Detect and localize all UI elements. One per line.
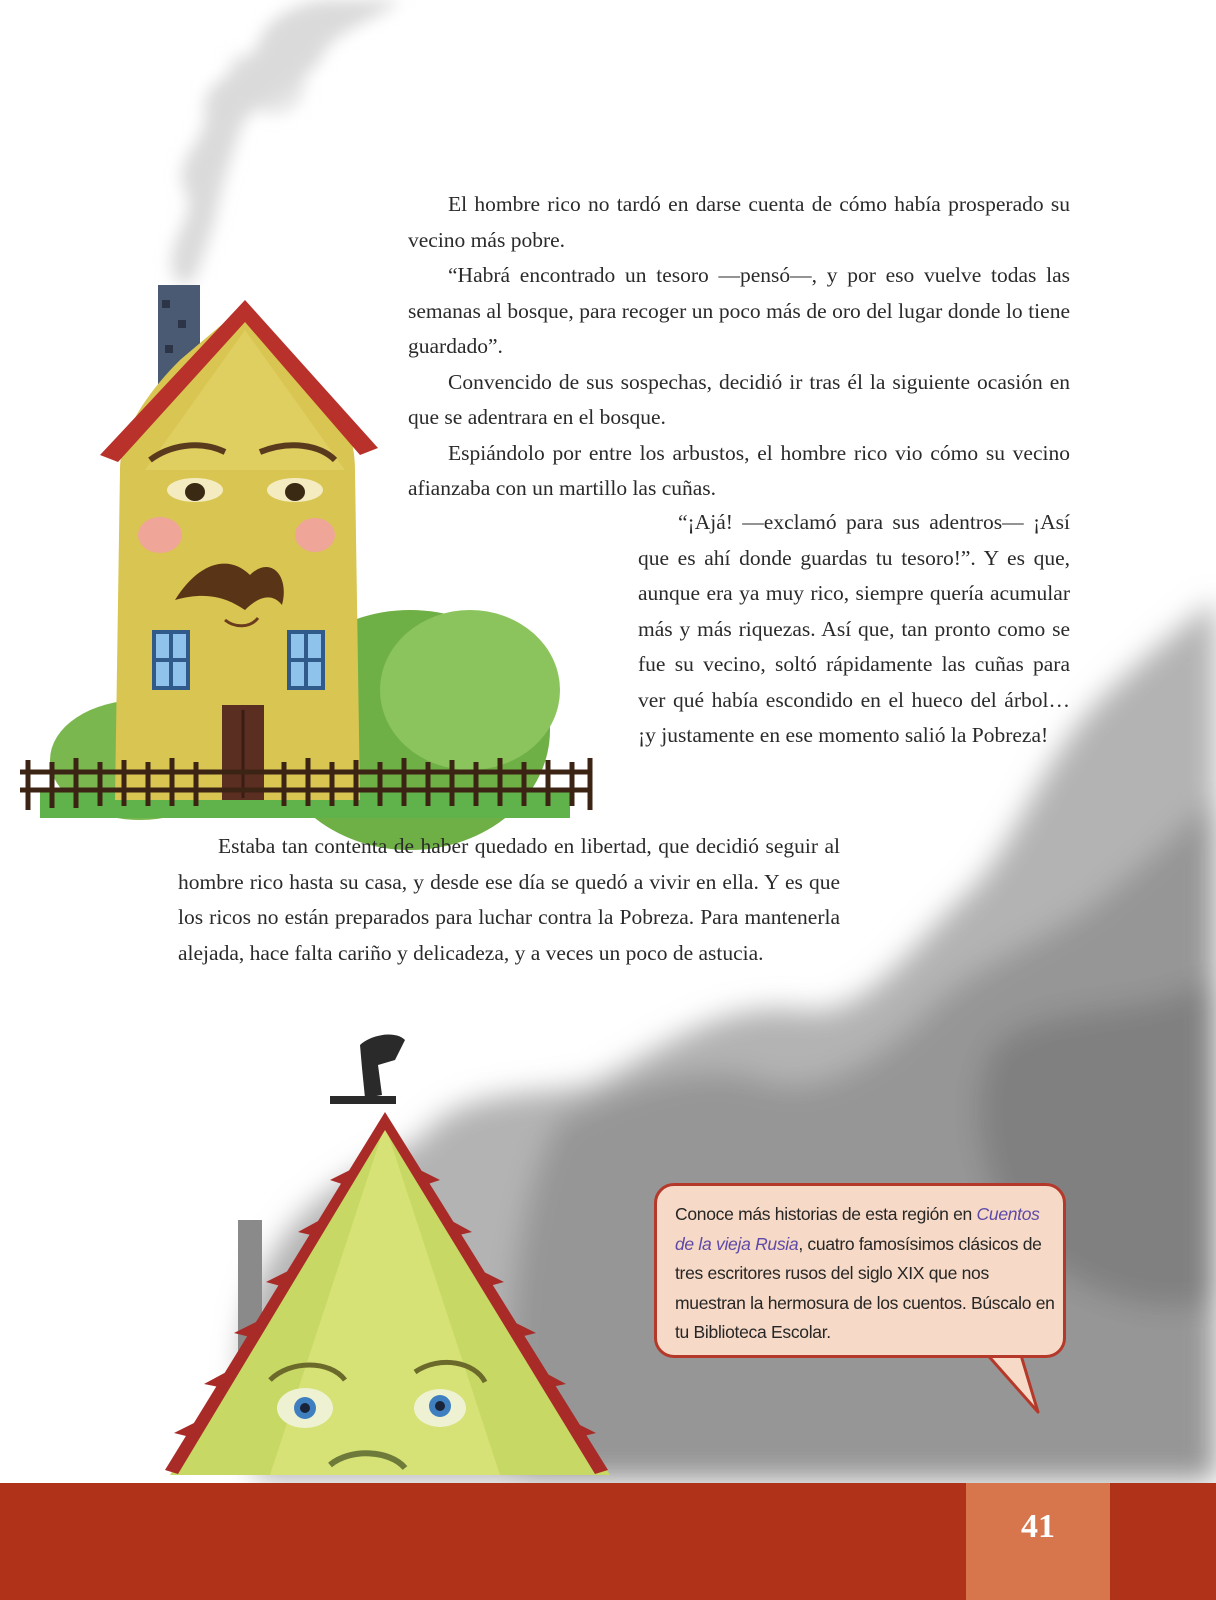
reading-tip-text [675,1200,1055,1348]
story-block-top [408,187,1070,507]
story-paragraph-5: “¡Ajá! —exclamó para sus adentros— ¡Así que es ahí donde guardas tu tesoro!”. Y es que, aunque era ya muy rico, siempre quería acumular más y más riquezas. Así que, tan pronto como se fue su vecino, soltó rápidamente las cuñas para ver qué había escondido en el hueco del árbol… ¡y justamente en ese momento salió la Pobreza! [638,510,1070,747]
story-block-bottom [178,829,840,971]
smoke-plume-top [172,0,400,285]
story-paragraph-4: Espiándolo por entre los arbustos, el hombre rico vio cómo su vecino afianzaba con un martillo las cuñas. [408,440,1070,500]
story-paragraph-2: “Habrá encontrado un tesoro —pensó—, y por eso vuelve todas las semanas al bosque, para recoger un poco más de oro del lugar donde lo tiene guardado”. [408,263,1070,358]
reading-tip-rest: , cuatro famosísimos clásicos de tres escritores rusos del siglo XIX que nos muestran la hermosura de los cuentos. Búscalo en tu Biblioteca Escolar. [675,1233,1055,1342]
reading-tip-intro: Conoce más historias de esta región en [675,1204,977,1224]
page-number: 41 [1021,1508,1055,1545]
story-block-narrow [638,505,1070,754]
book-title-link[interactable]: Cuentos de la vieja Rusia [675,1204,1040,1254]
story-paragraph-1: El hombre rico no tardó en darse cuenta de cómo había prosperado su vecino más pobre. [408,192,1070,252]
story-paragraph-3: Convencido de sus sospechas, decidió ir tras él la siguiente ocasión en que se adentrara en el bosque. [408,369,1070,429]
story-paragraph-6: Estaba tan contenta de haber quedado en libertad, que decidió seguir al hombre rico hasta su casa, y desde ese día se quedó a vivir en ella. Y es que los ricos no están preparados para luchar contra la Pobreza. Para mantenerla alejada, hace falta cariño y delicadeza, y a veces un poco de astucia. [178,834,840,965]
